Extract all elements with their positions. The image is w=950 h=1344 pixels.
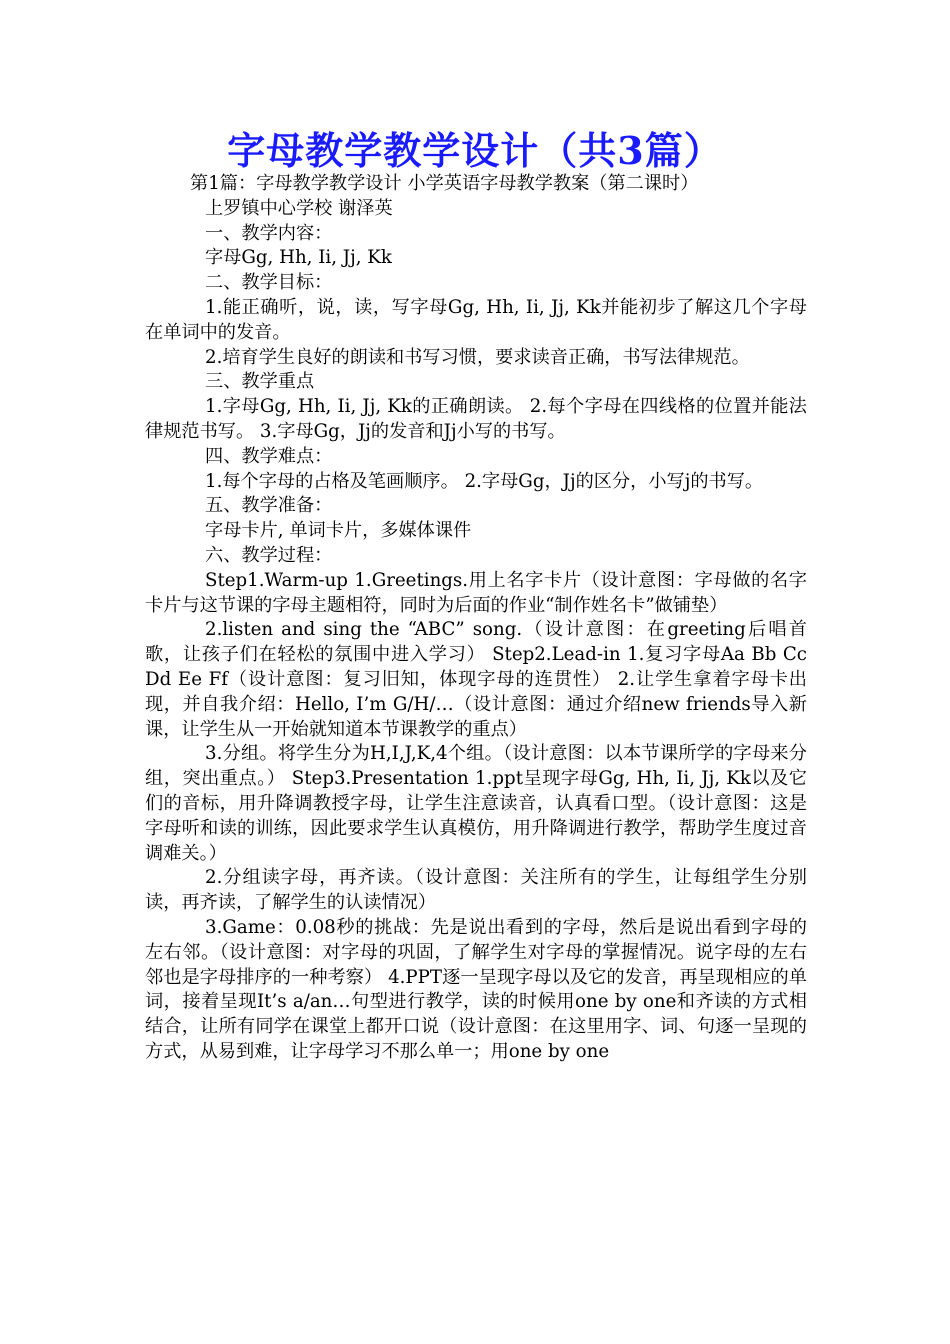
- paragraph: 3.Game：0.08秒的挑战：先是说出看到的字母，然后是说出看到字母的左右邻。（设计意图：对字母的巩固，了解学生对字母的掌握情况。说字母的左右邻也是字母排序的一种考察） 4.PPT逐一呈现字母以及它的发音，再呈现相应的单词，接着呈现It’s a/an…句型进行教学，读的时候用one by one和齐读的方式相结合，让所有同学在课堂上都开口说（设计意图：在这里用字、词、句逐一呈现的方式，从易到难，让字母学习不那么单一；用one by one: [145, 916, 807, 1062]
- paragraph: Step1.Warm-up 1.Greetings.用上名字卡片（设计意图：字母做的名字卡片与这节课的字母主题相符，同时为后面的作业“制作姓名卡”做铺垫）: [145, 569, 807, 616]
- paragraph: 1.每个字母的占格及笔画顺序。 2.字母Gg，Jj的区分，小写j的书写。: [205, 470, 764, 492]
- author-line: 上罗镇中心学校 谢泽英: [205, 197, 393, 219]
- paragraph: 1.字母Gg, Hh, Ii, Jj, Kk的正确朗读。 2.每个字母在四线格的位置并能法律规范书写。 3.字母Gg，Jj的发音和Jj小写的书写。: [145, 396, 807, 442]
- section-heading-goals: 二、教学目标：: [205, 272, 333, 294]
- section-heading-content: 一、教学内容：: [205, 222, 333, 244]
- section-heading-process: 六、教学过程：: [205, 544, 333, 566]
- document-body: [145, 172, 807, 1065]
- section-heading-key-points: 三、教学重点: [205, 371, 315, 393]
- paragraph: 2.培育学生良好的朗读和书写习惯，要求读音正确，书写法律规范。: [205, 346, 750, 368]
- paragraph: 2.分组读字母，再齐读。（设计意图：关注所有的学生，让每组学生分别读，再齐读，了解学生的认读情况）: [145, 867, 807, 914]
- section-heading-preparation: 五、教学准备：: [205, 495, 333, 517]
- article-heading: 第1篇：字母教学教学设计 小学英语字母教学教案（第二课时）: [190, 173, 699, 194]
- paragraph: 字母卡片, 单词卡片，多媒体课件: [205, 520, 472, 542]
- paragraph: 1.能正确听，说，读，写字母Gg, Hh, Ii, Jj, Kk并能初步了解这几个字母在单词中的发音。: [145, 296, 807, 343]
- paragraph: 3.分组。将学生分为H,I,J,K,4个组。（设计意图：以本节课所学的字母来分组，突出重点。） Step3.Presentation 1.ppt呈现字母Gg, Hh, Ii, Jj, Kk以及它们的音标，用升降调教授字母，让学生注意读音，认真看口型。（设计意图：这是字母听和读的训练，因此要求学生认真模仿，用升降调进行教学，帮助学生度过音调难关。）: [145, 743, 807, 864]
- document-title: 字母教学教学设计（共3篇）: [227, 128, 723, 173]
- section-heading-difficulties: 四、教学难点：: [205, 445, 333, 467]
- paragraph: 2.listen and sing the “ABC” song.（设计意图：在greeting后唱首歌，让孩子们在轻松的氛围中进入学习） Step2.Lead-in 1.复习字母Aa Bb Cc Dd Ee Ff（设计意图：复习旧知，体现字母的连贯性） 2.让学生拿着字母卡出现，并自我介绍：Hello, I’m G/H/…（设计意图：通过介绍new friends导入新课，让学生从一开始就知道本节课教学的重点）: [145, 619, 807, 740]
- paragraph: 字母Gg, Hh, Ii, Jj, Kk: [205, 247, 392, 269]
